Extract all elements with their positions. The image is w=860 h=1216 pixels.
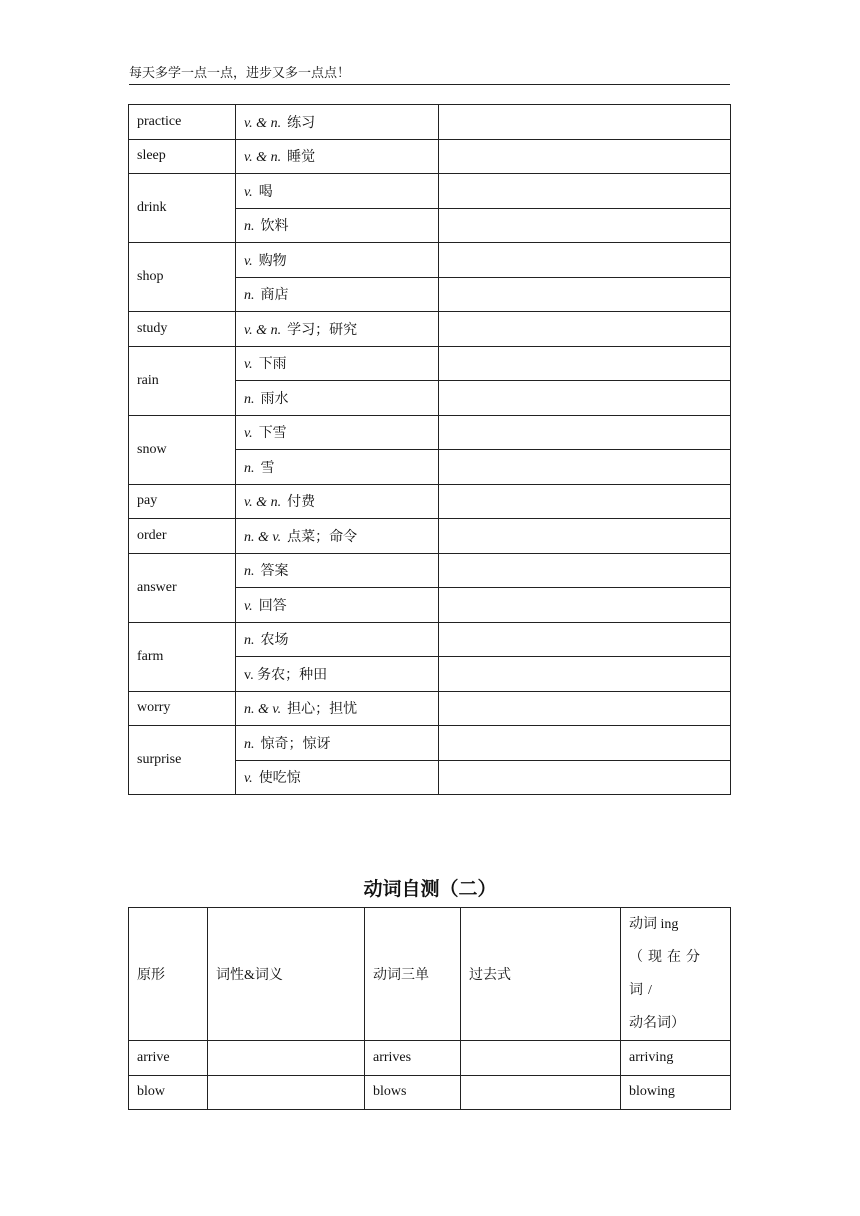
vocab-meaning-cell xyxy=(236,760,439,795)
vocab-word: study xyxy=(129,312,236,347)
answer-cell xyxy=(439,381,731,416)
vocab-word: order xyxy=(129,519,236,554)
meaning-text: 学习；研究 xyxy=(287,322,358,338)
vocab-meaning-cell xyxy=(236,450,439,485)
part-of-speech: v. & n. xyxy=(244,495,282,511)
part-of-speech: v. xyxy=(244,771,253,787)
verb-row xyxy=(129,1075,731,1110)
meaning-text: 雪 xyxy=(260,460,275,476)
vocab-row xyxy=(129,553,731,588)
answer-cell xyxy=(439,553,731,588)
meaning-text: 回答 xyxy=(258,598,287,614)
answer-cell xyxy=(439,691,731,726)
part-of-speech: v. xyxy=(244,598,253,614)
header-ing-line3: 动名词） xyxy=(629,1016,685,1031)
meaning-text: 农场 xyxy=(260,633,289,649)
header-ing-line2: （现在分词/ xyxy=(629,950,705,998)
vocab-word: snow xyxy=(129,415,236,484)
vocab-meaning-cell xyxy=(236,105,439,140)
verb-cell-pos-meaning xyxy=(208,1041,365,1076)
part-of-speech: n. xyxy=(244,633,255,649)
vocab-word: pay xyxy=(129,484,236,519)
vocab-meaning-cell xyxy=(236,726,439,761)
part-of-speech: v. & n. xyxy=(244,322,282,338)
answer-cell xyxy=(439,277,731,312)
meaning-text: 购物 xyxy=(258,253,287,269)
answer-cell xyxy=(439,312,731,347)
vocab-row xyxy=(129,174,731,209)
vocab-row xyxy=(129,139,731,174)
vocab-meaning-cell xyxy=(236,381,439,416)
meaning-text: v. 务农；种田 xyxy=(244,667,328,683)
verb-cell-base: blow xyxy=(129,1075,208,1110)
meaning-text: 商店 xyxy=(260,288,289,304)
answer-cell xyxy=(439,208,731,243)
vocab-meaning-cell xyxy=(236,346,439,381)
meaning-text: 答案 xyxy=(260,564,289,580)
part-of-speech: v. xyxy=(244,357,253,373)
vocab-word: drink xyxy=(129,174,236,243)
part-of-speech: n. xyxy=(244,564,255,580)
part-of-speech: v. xyxy=(244,426,253,442)
meaning-text: 惊奇；惊讶 xyxy=(260,736,331,752)
meaning-text: 饮料 xyxy=(260,219,289,235)
part-of-speech: v. & n. xyxy=(244,150,282,166)
answer-cell xyxy=(439,174,731,209)
part-of-speech: n. xyxy=(244,391,255,407)
verb-cell-past xyxy=(461,1075,621,1110)
vocab-meaning-cell xyxy=(236,415,439,450)
vocab-meaning-cell xyxy=(236,484,439,519)
vocab-row xyxy=(129,243,731,278)
meaning-text: 担心；担忧 xyxy=(287,702,358,718)
part-of-speech: n. xyxy=(244,736,255,752)
vocab-meaning-cell xyxy=(236,588,439,623)
vocab-row xyxy=(129,622,731,657)
vocab-table xyxy=(128,104,731,795)
answer-cell xyxy=(439,105,731,140)
meaning-text: 睡觉 xyxy=(287,150,316,166)
meaning-text: 练习 xyxy=(287,115,316,131)
verb-table xyxy=(128,907,731,1110)
answer-cell xyxy=(439,450,731,485)
vocab-meaning-cell xyxy=(236,519,439,554)
vocab-word: shop xyxy=(129,243,236,312)
vocab-meaning-cell xyxy=(236,622,439,657)
vocab-meaning-cell xyxy=(236,243,439,278)
vocab-meaning-cell xyxy=(236,277,439,312)
answer-cell xyxy=(439,519,731,554)
vocab-word: farm xyxy=(129,622,236,691)
verb-cell-base: arrive xyxy=(129,1041,208,1076)
vocab-meaning-cell xyxy=(236,208,439,243)
verb-cell-third-person: blows xyxy=(365,1075,461,1110)
verb-cell-pos-meaning xyxy=(208,1075,365,1110)
vocab-row xyxy=(129,415,731,450)
meaning-text: 点菜；命令 xyxy=(287,529,358,545)
vocab-word: sleep xyxy=(129,139,236,174)
answer-cell xyxy=(439,588,731,623)
part-of-speech: n. xyxy=(244,288,255,304)
verb-table-header-row xyxy=(129,908,731,1041)
vocab-meaning-cell xyxy=(236,139,439,174)
vocab-row xyxy=(129,519,731,554)
answer-cell xyxy=(439,139,731,174)
answer-cell xyxy=(439,760,731,795)
vocab-word: surprise xyxy=(129,726,236,795)
vocab-row xyxy=(129,691,731,726)
vocab-word: rain xyxy=(129,346,236,415)
meaning-text: 使吃惊 xyxy=(258,771,301,787)
meaning-text: 下雨 xyxy=(258,357,287,373)
vocab-word: practice xyxy=(129,105,236,140)
part-of-speech: n. xyxy=(244,219,255,235)
header-ing xyxy=(621,908,731,1041)
part-of-speech: v. xyxy=(244,253,253,269)
header-past: 过去式 xyxy=(461,908,621,1041)
section-title: 动词自测（二） xyxy=(363,878,497,900)
answer-cell xyxy=(439,484,731,519)
vocab-meaning-cell xyxy=(236,312,439,347)
answer-cell xyxy=(439,726,731,761)
answer-cell xyxy=(439,243,731,278)
header-ing-line1: 动词 ing xyxy=(629,917,679,932)
part-of-speech: n. & v. xyxy=(244,702,282,718)
vocab-meaning-cell xyxy=(236,691,439,726)
vocab-row xyxy=(129,726,731,761)
vocab-row xyxy=(129,312,731,347)
vocab-word: worry xyxy=(129,691,236,726)
vocab-word: answer xyxy=(129,553,236,622)
part-of-speech: n. xyxy=(244,460,255,476)
part-of-speech: n. & v. xyxy=(244,529,282,545)
verb-cell-ing: arriving xyxy=(621,1041,731,1076)
meaning-text: 喝 xyxy=(258,184,273,200)
vocab-meaning-cell xyxy=(236,657,439,692)
vocab-row xyxy=(129,484,731,519)
part-of-speech: v. xyxy=(244,184,253,200)
verb-row xyxy=(129,1041,731,1076)
vocab-row xyxy=(129,346,731,381)
answer-cell xyxy=(439,622,731,657)
answer-cell xyxy=(439,657,731,692)
vocab-meaning-cell xyxy=(236,174,439,209)
header-pos-meaning: 词性&词义 xyxy=(208,908,365,1041)
meaning-text: 雨水 xyxy=(260,391,289,407)
page-header: 每天多学一点一点，进步又多一点点！ xyxy=(129,62,730,85)
part-of-speech: v. & n. xyxy=(244,115,282,131)
vocab-meaning-cell xyxy=(236,553,439,588)
verb-cell-third-person: arrives xyxy=(365,1041,461,1076)
header-base: 原形 xyxy=(129,908,208,1041)
answer-cell xyxy=(439,415,731,450)
verb-cell-past xyxy=(461,1041,621,1076)
answer-cell xyxy=(439,346,731,381)
vocab-row xyxy=(129,105,731,140)
header-third-person: 动词三单 xyxy=(365,908,461,1041)
meaning-text: 付费 xyxy=(287,495,316,511)
meaning-text: 下雪 xyxy=(258,426,287,442)
verb-cell-ing: blowing xyxy=(621,1075,731,1110)
